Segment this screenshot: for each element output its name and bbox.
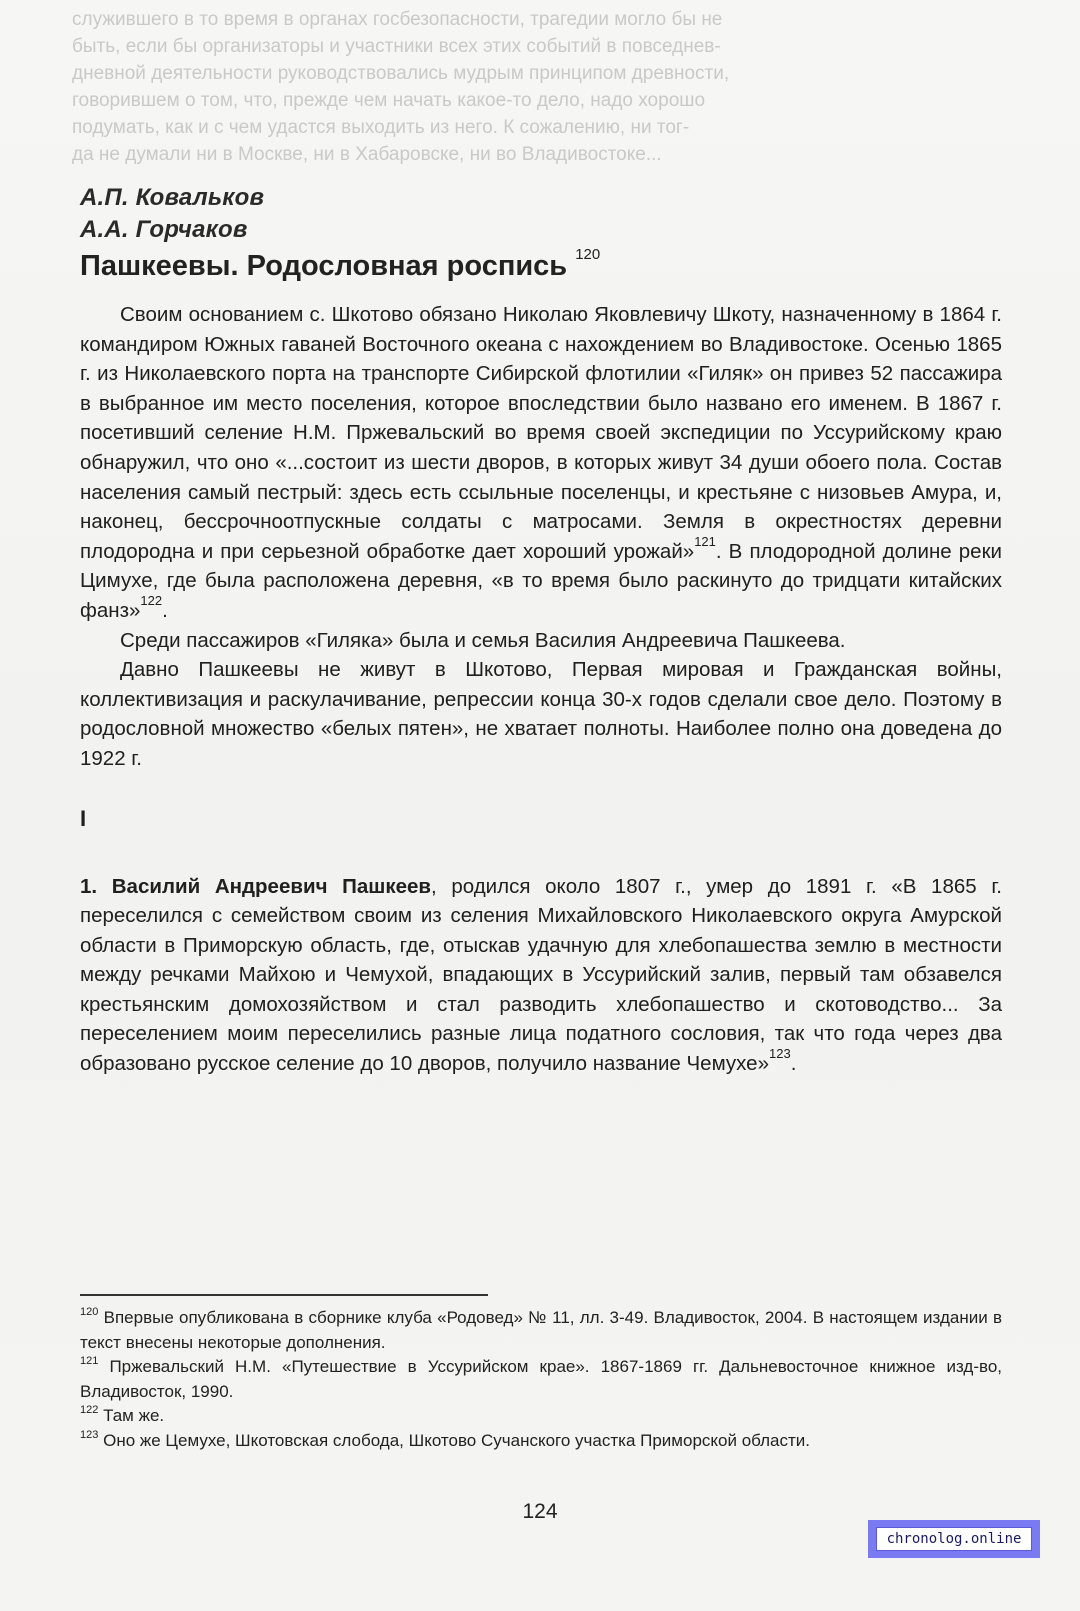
entry-text-end: .	[790, 1052, 797, 1076]
paragraph-history: Давно Пашкеевы не живут в Шкотово, Первая мировая и Гражданская войны, коллективизация и раскулачивание, репрессии конца 30-х годов сделали свое дело. Поэтому в родословной множество «белых пятен», не хватает полноты. Наиболее полно она доведена до 1922 г.	[80, 658, 1002, 770]
footnote-divider	[80, 1294, 488, 1296]
bleed-line: дневной деятельности руководствовались мудрым принципом древности,	[72, 63, 730, 84]
section-numeral: I	[80, 805, 87, 831]
footnote-120	[80, 1306, 1002, 1355]
page-number: 124	[522, 1500, 558, 1523]
article	[80, 182, 1002, 1079]
footnote-number: 120	[80, 1306, 99, 1318]
footnote-ref-122[interactable]: 122	[140, 592, 163, 608]
bleed-through-text	[72, 6, 992, 168]
watermark-badge[interactable]	[868, 1520, 1040, 1558]
author-1: А.П. Ковальков	[80, 184, 265, 211]
footnote-number: 121	[80, 1355, 99, 1367]
bleed-line: говорившем о том, что, прежде чем начать какое-то дело, надо хорошо	[72, 90, 706, 111]
footnote-number: 122	[80, 1404, 99, 1416]
paragraph-text: . В плодородной долине реки Цимухе, где была расположена деревня, «в то время было раскинуто до тридцати китайских фанз»	[80, 539, 1002, 622]
entry-text: , родился около 1807 г., умер до 1891 г. «В 1865 г. переселился с семейством своим из селения Михайловского Николаевского округа Амурской области в Приморскую область, где, отыскав удачную для хлебопашества землю в местности между речками Майхою и Чемухой, впадающих в Уссурийский залив, первый там обзавелся крестьянским домохозяйством и стал разводить хлебопашество и скотоводство... За переселением моим переселились разные лица податного сословия, так что года через два образовано русское селение до 10 дворов, получило название Чемухе»	[80, 874, 1002, 1076]
paragraph-passengers: Среди пассажиров «Гиляка» была и семья Василия Андреевича Пашкеева.	[120, 628, 846, 652]
bleed-line: служившего в то время в органах госбезопасности, трагедии могло бы не	[72, 9, 723, 30]
paragraph-intro	[80, 300, 1002, 626]
footnote-text: Пржевальский Н.М. «Путешествие в Уссурийском крае». 1867-1869 гг. Дальневосточное книжное изд-во, Владивосток, 1990.	[80, 1357, 1002, 1401]
footnote-text: Впервые опубликована в сборнике клуба «Родовед» № 11, лл. 3-49. Владивосток, 2004. В настоящем издании в текст внесены некоторые дополнения.	[80, 1308, 1002, 1352]
footnote-text: Оно же Цемухе, Шкотовская слобода, Шкотово Сучанского участка Приморской области.	[103, 1430, 811, 1450]
bleed-line: быть, если бы организаторы и участники всех этих событий в повседнев-	[72, 36, 721, 57]
bleed-line: да не думали ни в Москве, ни в Хабаровске, ни во Владивостоке...	[72, 144, 662, 165]
author-2: А.А. Горчаков	[80, 216, 248, 243]
bleed-line: подумать, как и с чем удастся выходить из него. К сожалению, ни тог-	[72, 117, 690, 138]
footnote-text: Там же.	[103, 1406, 165, 1425]
footnote-ref-120[interactable]: 120	[575, 246, 601, 263]
article-title-text: Пашкеевы. Родословная роспись	[80, 250, 568, 282]
genealogy-entry-1	[80, 872, 1002, 1079]
footnotes	[80, 1306, 1002, 1453]
footnote-121	[80, 1355, 1002, 1404]
footnote-ref-123[interactable]: 123	[768, 1046, 791, 1062]
footnote-ref-121[interactable]: 121	[694, 533, 716, 549]
footnote-122	[80, 1404, 1002, 1429]
footnote-number: 123	[80, 1428, 99, 1441]
footnote-123	[80, 1429, 1002, 1454]
article-title	[80, 246, 1002, 286]
paragraph-text: .	[162, 598, 168, 622]
watermark-label[interactable]: chronolog.online	[876, 1527, 1033, 1551]
entry-name: 1. Василий Андреевич Пашкеев	[80, 874, 432, 898]
paragraph-text: Своим основанием с. Шкотово обязано Николаю Яковлевичу Шкоту, назначенному в 1864 г. командиром Южных гаваней Восточного океана с нахождением во Владивостоке. Осенью 1865 г. из Николаевского порта на транспорте Сибирской флотилии «Гиляк» он привез 52 пассажира в выбранное им место поселения, которое впоследствии было названо его именем. В 1867 г. посетивший селение Н.М. Пржевальский во время своей экспедиции по Уссурийскому краю обнаружил, что оно «...состоит из шести дворов, в которых живут 34 души обоего пола. Состав населения самый пестрый: здесь есть ссыльные поселенцы, и крестьяне с низовьев Амура, и, наконец, бессрочноотпускные солдаты с матросами. Земля в окрестностях деревни плодородна и при серьезной обработке дает хороший урожай»	[80, 303, 1002, 563]
